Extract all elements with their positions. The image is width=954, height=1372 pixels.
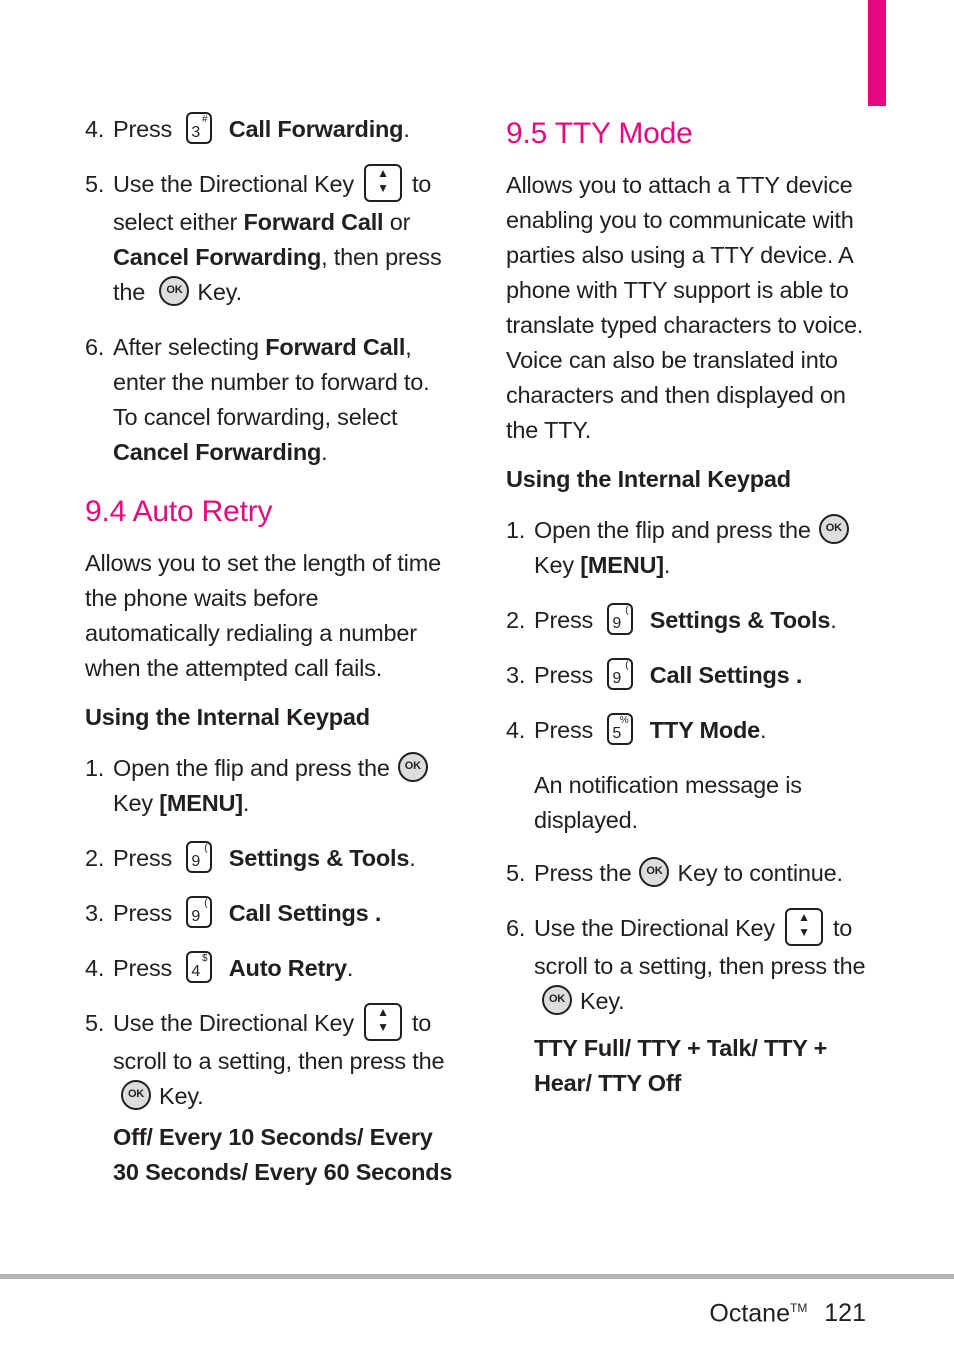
directional-key-icon: ▲ ▼ <box>785 908 823 946</box>
ok-key-icon: OK <box>819 514 849 544</box>
step-scroll-setting: 6. Use the Directional Key ▲ ▼ to scroll to a setting, then press the OK Key. <box>506 910 866 1014</box>
step-call-settings: 3. Press 9 ( Call Settings . <box>506 659 803 688</box>
ok-key-icon: OK <box>398 752 428 782</box>
section-heading-auto-retry: 9.4 Auto Retry <box>85 495 273 528</box>
ok-key-icon: OK <box>639 857 669 887</box>
section-description: Allows you to set the length of time the phone waits before automatically redialing a number when the attempted call fails. <box>85 550 441 681</box>
step-scroll-setting: 5. Use the Directional Key ▲ ▼ to scroll to a setting, then press the OK Key. <box>85 1005 445 1109</box>
step-directional-select: 5. Use the Directional Key ▲ ▼ to select either Forward Call or Cancel Forwarding, then press the OK Key. <box>85 166 442 305</box>
page-footer <box>709 1292 866 1329</box>
ok-key-icon: OK <box>159 276 189 306</box>
step-call-forwarding: 4. Press 3 # Call Forwarding. <box>85 112 455 147</box>
menu-label: Call Forwarding <box>228 116 404 142</box>
subheading: Using the Internal Keypad <box>506 466 791 492</box>
step-number: 4. <box>85 116 105 142</box>
key-9-icon: 9 ( <box>186 896 212 928</box>
footer-rule <box>0 1274 954 1279</box>
step-text: Use the Directional Key <box>113 171 354 198</box>
key-9-icon: 9 ( <box>186 841 212 873</box>
step-call-settings: 3. Press 9 ( Call Settings . <box>85 897 382 926</box>
option-label: Forward Call <box>243 209 384 235</box>
step-settings-tools: 2. Press 9 ( Settings & Tools. <box>506 604 837 633</box>
step-open-flip: 1. Open the flip and press the OK Key [MENU]. <box>85 751 455 821</box>
left-column <box>85 112 455 1208</box>
right-column <box>506 112 871 1119</box>
section-tab-marker <box>868 0 886 106</box>
step-press-ok: 5. Press the OK Key to continue. <box>506 856 871 891</box>
key-4-icon: 4 $ <box>186 951 212 983</box>
options-list: Off/ Every 10 Seconds/ Every 30 Seconds/ Every 60 Seconds <box>113 1124 453 1185</box>
step-settings-tools: 2. Press 9 ( Settings & Tools. <box>85 842 416 871</box>
trademark: TM <box>790 1301 808 1315</box>
options-list: TTY Full/ TTY + Talk/ TTY + Hear/ TTY Off <box>534 1035 828 1096</box>
key-5-icon: 5 % <box>607 713 633 745</box>
page-number: 121 <box>824 1299 866 1328</box>
brand-name: Octane <box>709 1299 790 1328</box>
step-open-flip: 1. Open the flip and press the OK Key [MENU]. <box>506 513 871 583</box>
directional-key-icon: ▲ ▼ <box>364 1003 402 1041</box>
option-label: Forward Call <box>265 334 406 360</box>
subheading: Using the Internal Keypad <box>85 704 370 730</box>
option-label: Cancel Forwarding <box>113 439 322 465</box>
directional-key-icon: ▲ ▼ <box>364 164 402 202</box>
step-tty-mode: 4. Press 5 % TTY Mode. <box>506 714 767 743</box>
key-9-icon: 9 ( <box>607 603 633 635</box>
step-number: 6. <box>85 334 105 360</box>
step-text: Press <box>113 116 173 142</box>
step-auto-retry: 4. Press 4 $ Auto Retry. <box>85 952 354 981</box>
step-number: 5. <box>85 171 105 197</box>
key-9-icon: 9 ( <box>607 658 633 690</box>
section-heading-tty-mode: 9.5 TTY Mode <box>506 117 693 150</box>
key-3-icon: 3 # <box>186 112 212 144</box>
section-description: Allows you to attach a TTY device enabling you to communicate with parties also using a TTY device. A phone with TTY support is able to translate typed characters to voice. Voice can also be translated into characters and then displayed on the TTY. <box>506 172 864 443</box>
notification-note: An notification message is displayed. <box>534 772 802 833</box>
step-enter-number: 6. After selecting Forward Call, enter the number to forward to. To cancel forwarding, select Cancel Forwarding. <box>85 330 455 470</box>
option-label: Cancel Forwarding <box>113 244 322 270</box>
ok-key-icon: OK <box>542 985 572 1015</box>
ok-key-icon: OK <box>121 1080 151 1110</box>
